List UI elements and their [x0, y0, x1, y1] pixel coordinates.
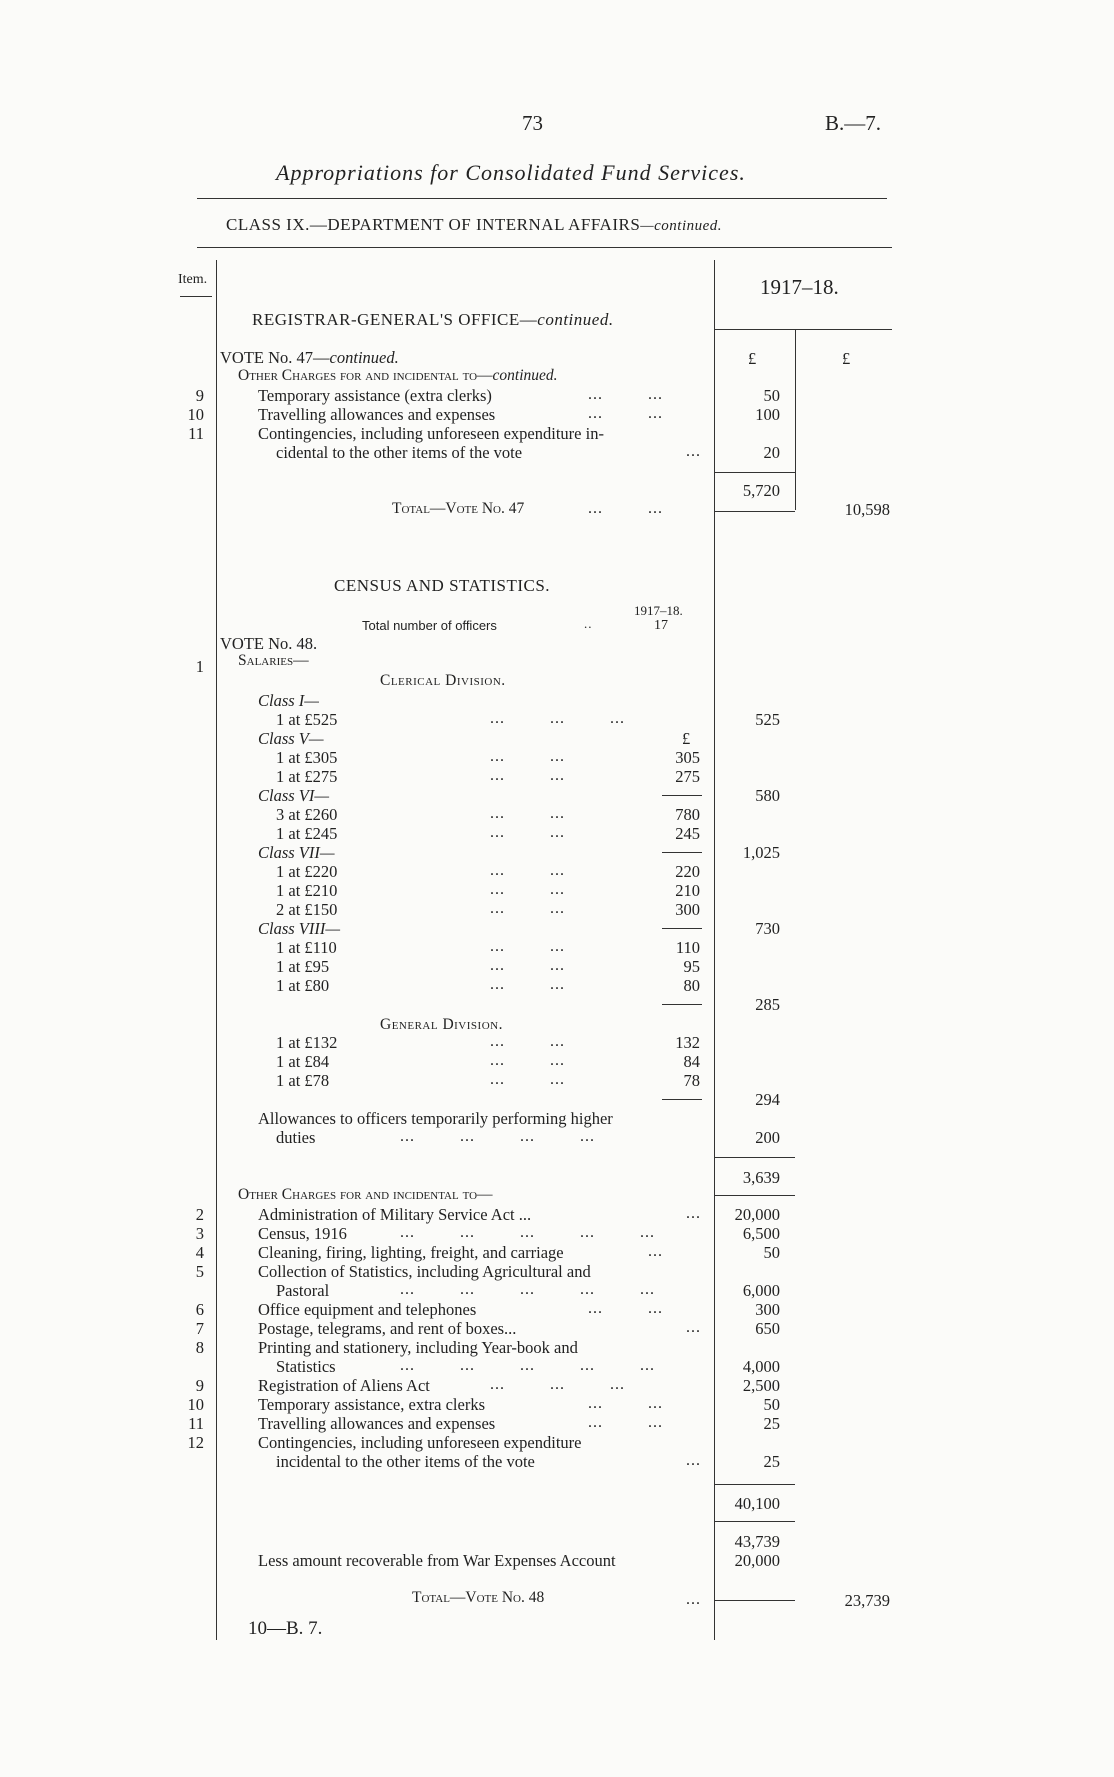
line-item-text: Registration of Aliens Act: [258, 1376, 430, 1395]
leader-dots: ... ...: [490, 881, 565, 898]
less-recoverable-label: Less amount recoverable from War Expenses Account: [258, 1551, 616, 1570]
leader-dots: ... ...: [490, 1033, 565, 1050]
leader-dots: ... ... ... ...: [400, 1128, 595, 1145]
salary-row-amount: 780: [675, 805, 700, 824]
line-item-text: Postage, telegrams, and rent of boxes...: [258, 1319, 517, 1338]
salary-row-amount: 300: [675, 900, 700, 919]
vote-48-label: VOTE No. 48.: [220, 634, 318, 653]
section-heading-registrar: [252, 310, 614, 330]
salary-row-text: 1 at £78: [276, 1071, 330, 1090]
sum-rule: [662, 795, 702, 796]
subtotal-rule: [714, 1157, 795, 1158]
salary-row-text: 1 at £132: [276, 1033, 338, 1052]
officers-count: 17: [654, 618, 668, 633]
salary-row-text: 2 at £150: [276, 900, 338, 919]
line-item-text: Collection of Statistics, including Agricultural and: [258, 1262, 591, 1281]
charges-total: 40,100: [734, 1494, 780, 1513]
leader-dots: ...: [686, 1452, 701, 1469]
line-item-amount: 20: [763, 443, 780, 462]
leader-dots: ... ...: [490, 862, 565, 879]
line-item-text: Travelling allowances and expenses: [258, 1414, 496, 1433]
line-item-amount: 650: [755, 1319, 780, 1338]
leader-dots: ... ...: [490, 938, 565, 955]
salary-row-amount: 210: [675, 881, 700, 900]
salaries-heading: Salaries—: [238, 652, 309, 669]
salary-row-text: 1 at £245: [276, 824, 338, 843]
total-rule: [714, 511, 795, 512]
pound-symbol: £: [682, 729, 691, 748]
item-number: 8: [195, 1338, 204, 1357]
item-number: 10: [187, 405, 204, 424]
line-item-text-continued: Statistics: [276, 1357, 336, 1376]
total-rule: [714, 1600, 795, 1601]
item-number: 7: [195, 1319, 204, 1338]
line-item-amount: 300: [755, 1300, 780, 1319]
leader-dots: ... ...: [490, 805, 565, 822]
sum-rule: [662, 1004, 702, 1005]
item-number: 10: [187, 1395, 204, 1414]
leader-dots: ... ...: [490, 957, 565, 974]
leader-dots: ...: [686, 443, 701, 460]
class-title-main: CLASS IX.—DEPARTMENT OF INTERNAL AFFAIRS: [226, 215, 641, 234]
line-item-amount: 50: [763, 386, 780, 405]
salary-row-amount: 275: [675, 767, 700, 786]
allowances-text-continued: duties: [276, 1128, 316, 1147]
class-rule: [197, 247, 892, 248]
salary-row-amount: 84: [683, 1052, 700, 1071]
item-number: 11: [188, 424, 204, 443]
other-charges-heading-47: [238, 367, 558, 385]
pound-symbol-outer: £: [842, 349, 851, 368]
salary-row-text: 1 at £275: [276, 767, 338, 786]
line-item-text: Contingencies, including unforeseen expenditure: [258, 1433, 582, 1452]
class-label: Class I—: [258, 691, 319, 710]
salary-row-text: 1 at £84: [276, 1052, 330, 1071]
gross-total: 43,739: [734, 1532, 780, 1551]
item-number: 12: [187, 1433, 204, 1452]
leader-dots: ..: [584, 616, 593, 631]
salary-row-amount: 220: [675, 862, 700, 881]
outer-amount-divider: [795, 330, 796, 510]
leader-dots: ... ...: [490, 748, 565, 765]
salary-row-text: 1 at £80: [276, 976, 330, 995]
salary-row-text: 1 at £220: [276, 862, 338, 881]
salary-row-amount: 95: [683, 957, 700, 976]
line-item-text: Census, 1916: [258, 1224, 347, 1243]
salaries-total: 3,639: [742, 1168, 780, 1187]
page-signature: 10—B. 7.: [248, 1618, 323, 1639]
item-number: 2: [195, 1205, 204, 1224]
leader-dots: ... ...: [588, 500, 663, 517]
leader-dots: ... ...: [588, 405, 663, 422]
line-item-amount: 2,500: [742, 1376, 780, 1395]
class-label: Class VII—: [258, 843, 335, 862]
page-number: 73: [522, 111, 543, 135]
item-number: 5: [195, 1262, 204, 1281]
salary-row-amount: 80: [683, 976, 700, 995]
year-header-rule: [714, 329, 892, 330]
subtotal-rule: [714, 1484, 795, 1485]
line-item-amount: 4,000: [742, 1357, 780, 1376]
line-item-text: Cleaning, firing, lighting, freight, and carriage: [258, 1243, 564, 1262]
line-item-amount: 6,500: [742, 1224, 780, 1243]
leader-dots: ... ... ...: [490, 710, 625, 727]
salary-row-amount: 110: [675, 938, 700, 957]
item-header-rule: [180, 296, 212, 297]
item-number: 3: [195, 1224, 204, 1243]
line-item-amount: 50: [763, 1243, 780, 1262]
leader-dots: ... ...: [490, 900, 565, 917]
salary-row-text: 1 at £305: [276, 748, 338, 767]
line-item-text: Office equipment and telephones: [258, 1300, 477, 1319]
leader-dots: ...: [686, 1591, 701, 1608]
leader-dots: ...: [686, 1205, 701, 1222]
line-item-text-continued: incidental to the other items of the vote: [276, 1452, 535, 1471]
leader-dots: ... ...: [490, 1071, 565, 1088]
leader-dots: ... ... ...: [490, 1376, 625, 1393]
salary-row-text: 1 at £210: [276, 881, 338, 900]
item-number: 6: [195, 1300, 204, 1319]
other-charges-47-text: Other Charges for and incidental to—: [238, 367, 493, 384]
item-number: 4: [195, 1243, 204, 1262]
line-item-text: Temporary assistance, extra clerks: [258, 1395, 485, 1414]
leader-dots: ... ... ... ... ...: [400, 1224, 655, 1241]
line-item-amount: 25: [763, 1414, 780, 1433]
leader-dots: ... ... ... ... ...: [400, 1281, 655, 1298]
section-heading-census: CENSUS AND STATISTICS.: [334, 576, 551, 595]
salary-row-text: 1 at £110: [276, 938, 337, 957]
class-label: Class VI—: [258, 786, 330, 805]
line-item-amount: 50: [763, 1395, 780, 1414]
vote-47-continued: continued.: [329, 348, 399, 367]
class-title-continued: —continued.: [640, 218, 723, 234]
leader-dots: ... ...: [490, 1052, 565, 1069]
vote-48-total: 23,739: [844, 1591, 890, 1610]
class-sum: 730: [755, 919, 780, 938]
vote-47-total-label: Total—Vote No. 47: [392, 500, 525, 517]
allowances-amount: 200: [755, 1128, 780, 1147]
year-column-header: 1917–18.: [760, 275, 839, 299]
general-division-heading: General Division.: [380, 1016, 503, 1033]
line-item-amount: 25: [763, 1452, 780, 1471]
line-item-text-continued: Pastoral: [276, 1281, 330, 1300]
class-sum: 1,025: [742, 843, 780, 862]
less-recoverable-amount: 20,000: [734, 1551, 780, 1570]
subtotal-rule: [714, 1521, 795, 1522]
sum-rule: [662, 928, 702, 929]
leader-dots: ... ...: [490, 824, 565, 841]
class-sum: 525: [755, 710, 780, 729]
vote-47-subtotal: 5,720: [742, 481, 780, 500]
class-label: Class V—: [258, 729, 324, 748]
line-item-text: Temporary assistance (extra clerks): [258, 386, 492, 405]
vote-47-total: 10,598: [844, 500, 890, 519]
registrar-heading-text: REGISTRAR-GENERAL'S OFFICE—: [252, 310, 538, 329]
vote-47-text: VOTE No. 47—: [220, 348, 330, 367]
item-number: 9: [195, 386, 204, 405]
salary-row-amount: 305: [675, 748, 700, 767]
line-item-amount: 100: [755, 405, 780, 424]
title-rule: [197, 198, 887, 199]
document-reference: B.—7.: [825, 111, 882, 135]
leader-dots: ... ...: [588, 1414, 663, 1431]
line-item-text: Printing and stationery, including Year-book and: [258, 1338, 578, 1357]
item-number: 1: [195, 657, 204, 676]
leader-dots: ... ...: [588, 386, 663, 403]
subtotal-rule: [714, 1195, 795, 1196]
line-item-amount: 6,000: [742, 1281, 780, 1300]
salary-row-amount: 132: [675, 1033, 700, 1052]
salary-row-text: 1 at £525: [276, 710, 338, 729]
allowances-text: Allowances to officers temporarily performing higher: [258, 1109, 613, 1128]
item-number: 9: [195, 1376, 204, 1395]
leader-dots: ... ...: [588, 1300, 663, 1317]
leader-dots: ... ...: [490, 976, 565, 993]
item-number: 11: [188, 1414, 204, 1433]
line-item-text: Contingencies, including unforeseen expenditure in-: [258, 424, 604, 443]
leader-dots: ...: [686, 1319, 701, 1336]
other-charges-47-continued: continued.: [492, 367, 558, 384]
salary-row-text: 3 at £260: [276, 805, 338, 824]
leader-dots: ... ...: [490, 767, 565, 784]
class-title: [226, 215, 722, 235]
subtotal-rule: [714, 472, 795, 473]
registrar-heading-continued: continued.: [537, 310, 614, 329]
sum-rule: [662, 852, 702, 853]
general-sum: 294: [755, 1090, 780, 1109]
pound-symbol-inner: £: [748, 349, 757, 368]
item-column-divider: [216, 260, 217, 1640]
class-sum: 285: [755, 995, 780, 1014]
sum-rule: [662, 1099, 702, 1100]
line-item-amount: 20,000: [734, 1205, 780, 1224]
class-label: Class VIII—: [258, 919, 341, 938]
line-item-text-continued: cidental to the other items of the vote: [276, 443, 523, 462]
line-item-text: Administration of Military Service Act ...: [258, 1205, 532, 1224]
item-column-header: Item.: [178, 272, 208, 287]
page-title: Appropriations for Consolidated Fund Services.: [276, 160, 746, 185]
salary-row-amount: 78: [683, 1071, 700, 1090]
line-item-text: Travelling allowances and expenses: [258, 405, 496, 424]
vote-48-total-label: Total—Vote No. 48: [412, 1589, 545, 1606]
inner-amount-divider: [714, 260, 715, 1640]
other-charges-heading-48: Other Charges for and incidental to—: [238, 1186, 493, 1203]
leader-dots: ...: [648, 1243, 663, 1260]
leader-dots: ... ... ... ... ...: [400, 1357, 655, 1374]
officers-label: Total number of officers: [362, 618, 497, 633]
salary-row-text: 1 at £95: [276, 957, 330, 976]
officers-year: 1917–18.: [634, 603, 683, 618]
salary-row-amount: 245: [675, 824, 700, 843]
class-sum: 580: [755, 786, 780, 805]
leader-dots: ... ...: [588, 1395, 663, 1412]
clerical-division-heading: Clerical Division.: [380, 672, 506, 689]
vote-47-label: [220, 348, 399, 368]
